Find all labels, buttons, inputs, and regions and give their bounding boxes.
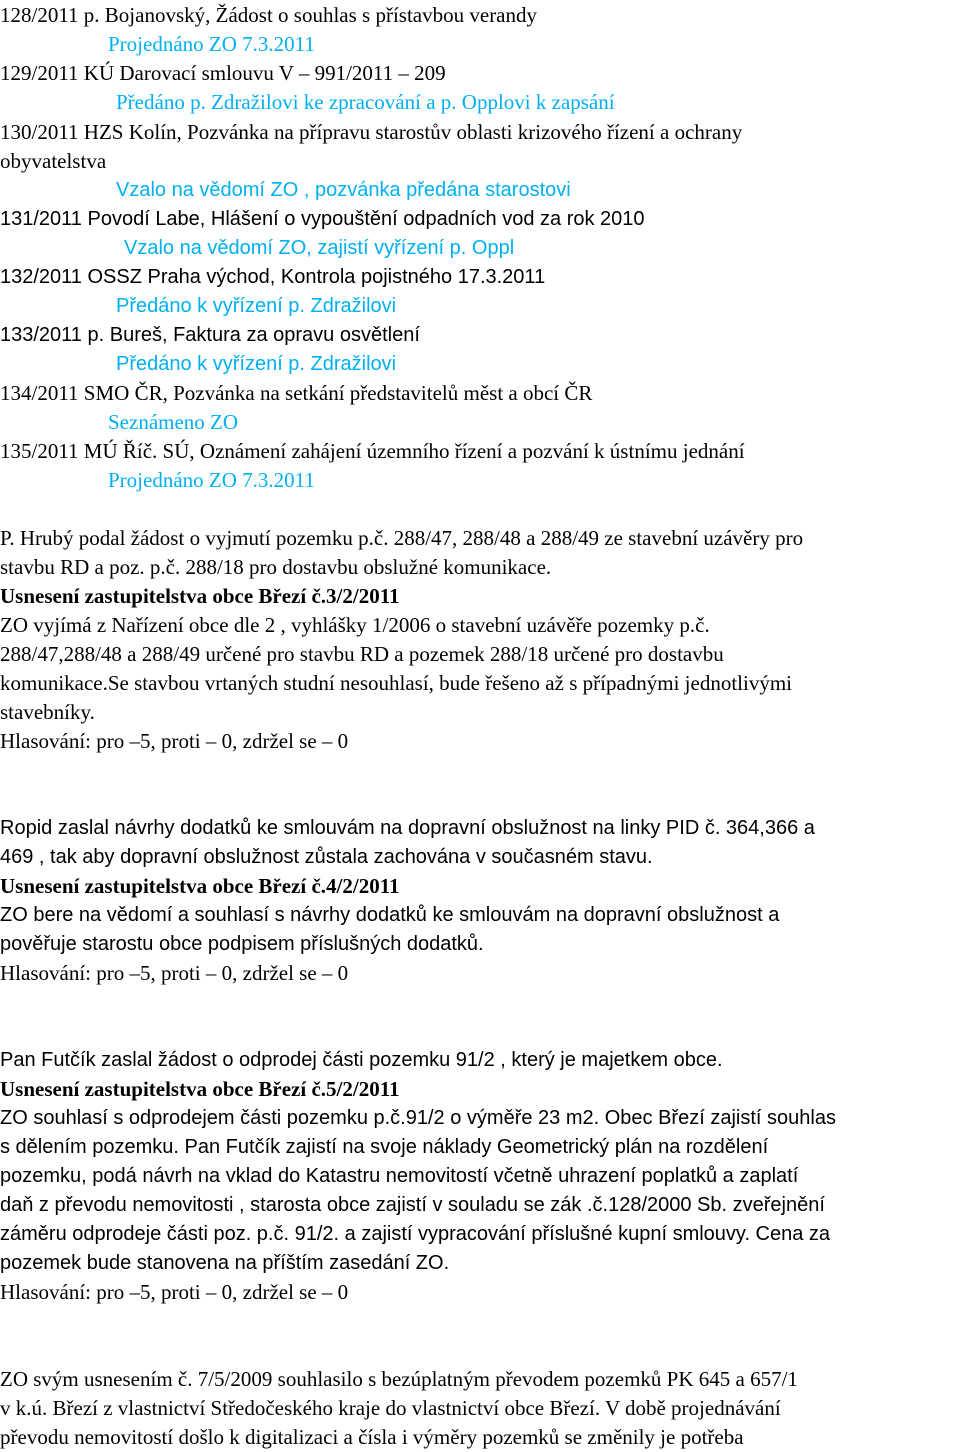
section3-body-line5: záměru odprodeje části poz. p.č. 91/2. a zajistí vypracování příslušné kupní smlouvy. Cena za bbox=[0, 1223, 831, 1245]
agenda-entry-129: 129/2011 KÚ Darovací smlouvu V – 991/2011 – 209 bbox=[0, 61, 446, 85]
agenda-entry-130-cont: obyvatelstva bbox=[0, 149, 107, 173]
section3-intro-line1: Pan Futčík zaslal žádost o odprodej části pozemku 91/2 , který je majetkem obce. bbox=[0, 1049, 723, 1071]
section2-intro-line1: Ropid zaslal návrhy dodatků ke smlouvám na dopravní obslužnost na linky PID č. 364,366 a bbox=[0, 817, 815, 839]
section2-intro-line2: 469 , tak aby dopravní obslužnost zůstala zachována v současném stavu. bbox=[0, 846, 653, 868]
section2-body-line1: ZO bere na vědomí a souhlasí s návrhy dodatků ke smlouvám na dopravní obslužnost a bbox=[0, 904, 780, 926]
section1-vote: Hlasování: pro –5, proti – 0, zdržel se – 0 bbox=[0, 729, 349, 753]
section2-resolution: Usnesení zastupitelstva obce Březí č.4/2/2011 bbox=[0, 874, 400, 898]
agenda-entry-134: 134/2011 SMO ČR, Pozvánka na setkání představitelů měst a obcí ČR bbox=[0, 381, 593, 405]
agenda-entry-130: 130/2011 HZS Kolín, Pozvánka na přípravu starostův oblasti krizového řízení a ochrany bbox=[0, 120, 743, 144]
section2-body-line2: pověřuje starostu obce podpisem příslušných dodatků. bbox=[0, 933, 484, 955]
section2-vote: Hlasování: pro –5, proti – 0, zdržel se – 0 bbox=[0, 961, 349, 985]
closing-line2: v k.ú. Březí z vlastnictví Středočeského kraje do vlastnictví obce Březí. V době projednávání bbox=[0, 1396, 781, 1420]
section1-intro-line2: stavbu RD a poz. p.č. 288/18 pro dostavbu obslužné komunikace. bbox=[0, 555, 552, 579]
agenda-note-128: Projednáno ZO 7.3.2011 bbox=[108, 32, 315, 56]
agenda-entry-133: 133/2011 p. Bureš, Faktura za opravu osvětlení bbox=[0, 324, 420, 346]
section1-body-line4: stavebníky. bbox=[0, 700, 95, 724]
agenda-entry-132: 132/2011 OSSZ Praha východ, Kontrola pojistného 17.3.2011 bbox=[0, 266, 546, 288]
section3-resolution: Usnesení zastupitelstva obce Březí č.5/2/2011 bbox=[0, 1077, 400, 1101]
closing-line1: ZO svým usnesením č. 7/5/2009 souhlasilo s bezúplatným převodem pozemků PK 645 a 657/1 bbox=[0, 1367, 798, 1391]
section1-body-line2: 288/47,288/48 a 288/49 určené pro stavbu RD a pozemek 288/18 určené pro dostavbu bbox=[0, 642, 724, 666]
section3-body-line4: daň z převodu nemovitosti , starosta obce zajistí v souladu se zák .č.128/2000 Sb. zveřejnění bbox=[0, 1194, 825, 1216]
agenda-note-132: Předáno k vyřízení p. Zdražilovi bbox=[116, 295, 397, 317]
agenda-note-129: Předáno p. Zdražilovi ke zpracování a p. Opplovi k zapsání bbox=[116, 90, 615, 114]
agenda-note-131: Vzalo na vědomí ZO, zajistí vyřízení p. Oppl bbox=[124, 237, 515, 259]
section1-resolution: Usnesení zastupitelstva obce Březí č.3/2/2011 bbox=[0, 584, 400, 608]
section3-body-line6: pozemek bude stanovena na příštím zasedání ZO. bbox=[0, 1252, 450, 1274]
section1-body-line3: komunikace.Se stavbou vrtaných studní nesouhlasí, bude řešeno až s případnými jednotlivými bbox=[0, 671, 793, 695]
section3-body-line2: s dělením pozemku. Pan Futčík zajistí na svoje náklady Geometrický plán na rozdělení bbox=[0, 1136, 769, 1158]
section1-intro-line1: P. Hrubý podal žádost o vyjmutí pozemku p.č. 288/47, 288/48 a 288/49 ze stavební uzávěry pro bbox=[0, 526, 804, 550]
agenda-entry-131: 131/2011 Povodí Labe, Hlášení o vypouštění odpadních vod za rok 2010 bbox=[0, 208, 645, 230]
section1-body-line1: ZO vyjímá z Nařízení obce dle 2 , vyhlášky 1/2006 o stavební uzávěře pozemky p.č. bbox=[0, 613, 710, 637]
section3-body-line3: pozemku, podá návrh na vklad do Katastru nemovitostí včetně uhrazení poplatků a zaplatí bbox=[0, 1165, 799, 1187]
agenda-entry-128: 128/2011 p. Bojanovský, Žádost o souhlas s přístavbou verandy bbox=[0, 3, 538, 27]
agenda-note-134: Seznámeno ZO bbox=[108, 410, 239, 434]
closing-line3: převodu nemovitostí došlo k digitalizaci a čísla i výměry pozemků se změnily je potřeba bbox=[0, 1425, 744, 1449]
agenda-note-130: Vzalo na vědomí ZO , pozvánka předána starostovi bbox=[116, 179, 571, 201]
section3-body-line1: ZO souhlasí s odprodejem části pozemku p.č.91/2 o výměře 23 m2. Obec Březí zajistí souhlas bbox=[0, 1107, 836, 1129]
agenda-entry-135: 135/2011 MÚ Říč. SÚ, Oznámení zahájení územního řízení a pozvání k ústnímu jednání bbox=[0, 439, 745, 463]
agenda-note-135: Projednáno ZO 7.3.2011 bbox=[108, 468, 315, 492]
section3-vote: Hlasování: pro –5, proti – 0, zdržel se – 0 bbox=[0, 1280, 349, 1304]
agenda-note-133: Předáno k vyřízení p. Zdražilovi bbox=[116, 353, 397, 375]
